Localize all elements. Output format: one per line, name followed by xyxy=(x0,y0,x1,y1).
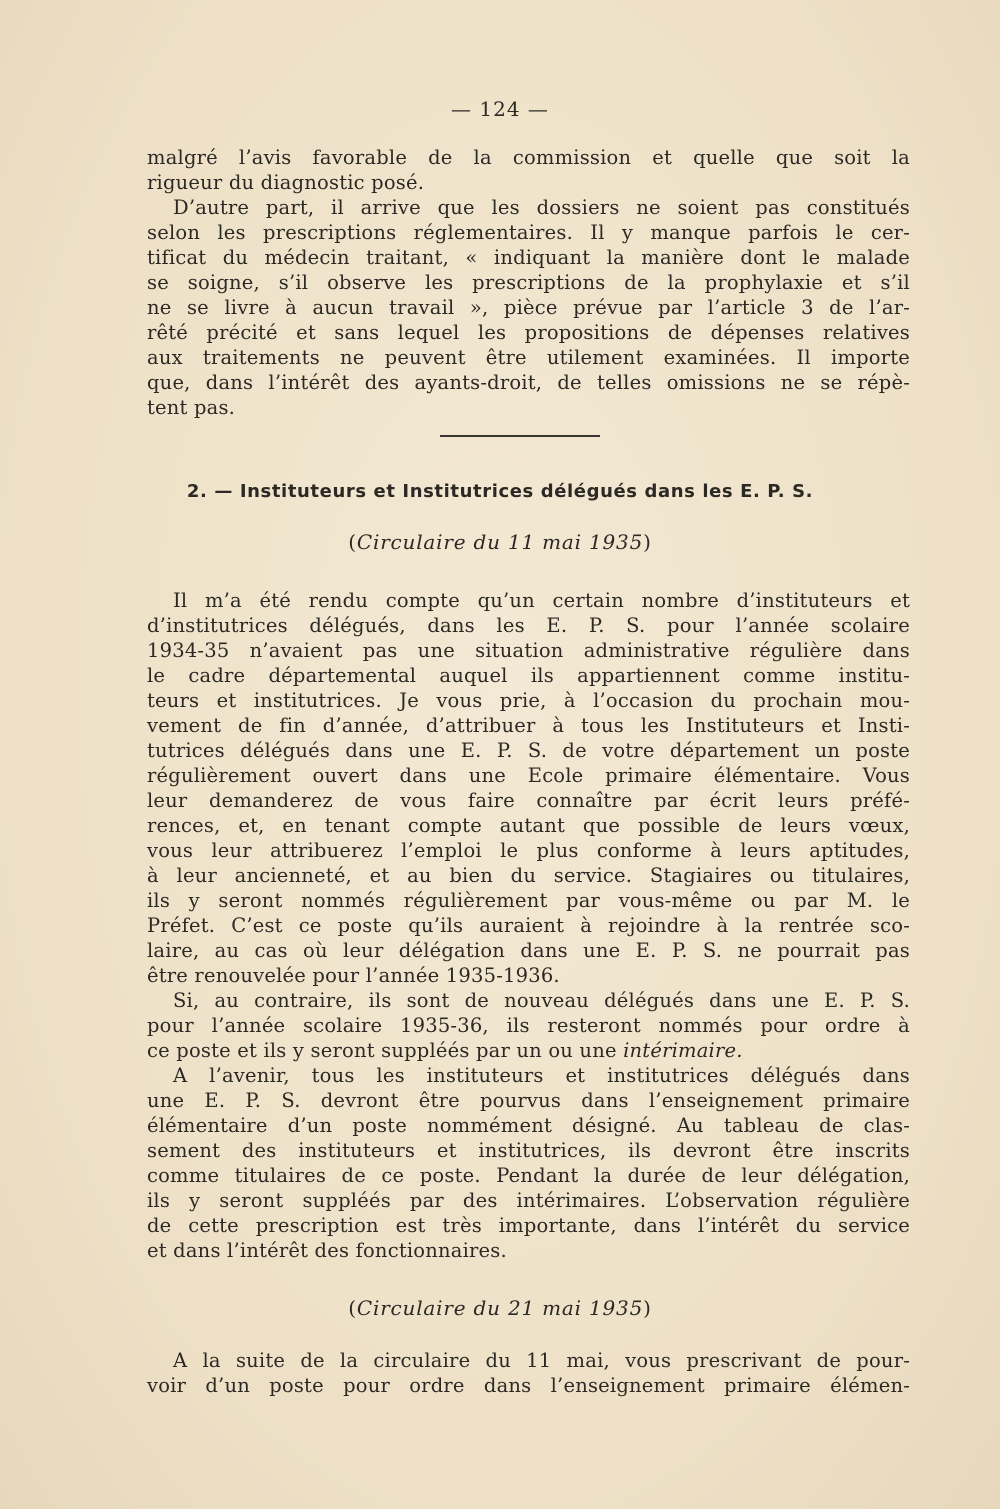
text-line: le cadre départemental auquel ils appartiennent comme institu- xyxy=(147,664,910,687)
text-line: rêté précité et sans lequel les propositions de dépenses relatives xyxy=(147,321,910,344)
text-line: voir d’un poste pour ordre dans l’enseignement primaire élémen- xyxy=(147,1374,910,1397)
text-line: être renouvelée pour l’année 1935-1936. xyxy=(147,964,560,987)
text-line: 1934-35 n’avaient pas une situation administrative régulière dans xyxy=(147,639,910,662)
text-line: se soigne, s’il observe les prescriptions de la prophylaxie et s’il xyxy=(147,271,910,294)
circular-title: Circulaire du 21 mai 1935 xyxy=(356,1296,644,1320)
continuation-text xyxy=(147,145,910,420)
text-line: Il m’a été rendu compte qu’un certain nombre d’instituteurs et xyxy=(173,589,910,612)
text-line: teurs et institutrices. Je vous prie, à l’occasion du prochain mou- xyxy=(147,689,910,712)
section-heading: 2. — Instituteurs et Institutrices délégués dans les E. P. S. xyxy=(186,481,814,502)
text-line: leur demanderez de vous faire connaître par écrit leurs préfé- xyxy=(147,789,910,812)
page-number: — 124 — xyxy=(451,97,549,121)
circular-body-21-mai xyxy=(147,1348,910,1398)
text-line: sement des instituteurs et institutrices, ils devront être inscrits xyxy=(147,1139,910,1162)
section-divider xyxy=(440,435,600,437)
text-line: A la suite de la circulaire du 11 mai, vous prescrivant de pour- xyxy=(173,1349,910,1372)
text-line: que, dans l’intérêt des ayants-droit, de telles omissions ne se répè- xyxy=(147,371,910,394)
text-line: une E. P. S. devront être pourvus dans l’enseignement primaire xyxy=(147,1089,910,1112)
text-line: régulièrement ouvert dans une Ecole primaire élémentaire. Vous xyxy=(147,764,910,787)
text-line: d’institutrices délégués, dans les E. P. S. pour l’année scolaire xyxy=(147,614,910,637)
circular-body-11-mai xyxy=(147,588,910,1263)
text-line: ils y seront nommés régulièrement par vous-même ou par M. le xyxy=(147,889,910,912)
text-line: à leur ancienneté, et au bien du service. Stagiaires ou titulaires, xyxy=(147,864,910,887)
paren-open: ( xyxy=(348,530,357,554)
text-line: tent pas. xyxy=(147,396,236,419)
text-line: Si, au contraire, ils sont de nouveau délégués dans une E. P. S. xyxy=(173,989,910,1012)
text-line: ne se livre à aucun travail », pièce prévue par l’article 3 de l’ar- xyxy=(147,296,910,319)
paren-close: ) xyxy=(643,530,652,554)
text-line: tutrices délégués dans une E. P. S. de votre département un poste xyxy=(147,739,910,762)
text-line: malgré l’avis favorable de la commission et quelle que soit la xyxy=(147,146,910,169)
text-line: Préfet. C’est ce poste qu’ils auraient à rejoindre à la rentrée sco- xyxy=(147,914,910,937)
paren-open: ( xyxy=(348,1296,357,1320)
text-line: rigueur du diagnostic posé. xyxy=(147,171,425,194)
text-line: comme titulaires de ce poste. Pendant la durée de leur délégation, xyxy=(147,1164,910,1187)
text-line: vement de fin d’année, d’attribuer à tous les Instituteurs et Insti- xyxy=(147,714,910,737)
circular-heading-11-mai xyxy=(0,530,1000,554)
paren-close: ) xyxy=(643,1296,652,1320)
italic-word: intérimaire. xyxy=(623,1039,743,1062)
text-line: vous leur attribuerez l’emploi le plus conforme à leurs aptitudes, xyxy=(147,839,910,862)
text-line: rences, et, en tenant compte autant que possible de leurs vœux, xyxy=(147,814,910,837)
text-line: selon les prescriptions réglementaires. Il y manque parfois le cer- xyxy=(147,221,910,244)
text-line: A l’avenir, tous les instituteurs et institutrices délégués dans xyxy=(173,1064,910,1087)
text-line: D’autre part, il arrive que les dossiers ne soient pas constitués xyxy=(173,196,910,219)
text-fragment: ce poste et ils y seront suppléés par un ou une xyxy=(147,1039,624,1062)
text-line xyxy=(147,1038,910,1063)
text-line: et dans l’intérêt des fonctionnaires. xyxy=(147,1239,507,1262)
text-line: de cette prescription est très importante, dans l’intérêt du service xyxy=(147,1214,910,1237)
circular-title: Circulaire du 11 mai 1935 xyxy=(356,530,644,554)
text-line: aux traitements ne peuvent être utilement examinées. Il importe xyxy=(147,346,910,369)
text-line: ils y seront suppléés par des intérimaires. L’observation régulière xyxy=(147,1189,910,1212)
text-line: pour l’année scolaire 1935-36, ils resteront nommés pour ordre à xyxy=(147,1014,910,1037)
text-line: tificat du médecin traitant, « indiquant la manière dont le malade xyxy=(147,246,910,269)
text-line: élémentaire d’un poste nommément désigné. Au tableau de clas- xyxy=(147,1114,910,1137)
circular-heading-21-mai xyxy=(0,1296,1000,1320)
text-line: laire, au cas où leur délégation dans une E. P. S. ne pourrait pas xyxy=(147,939,910,962)
